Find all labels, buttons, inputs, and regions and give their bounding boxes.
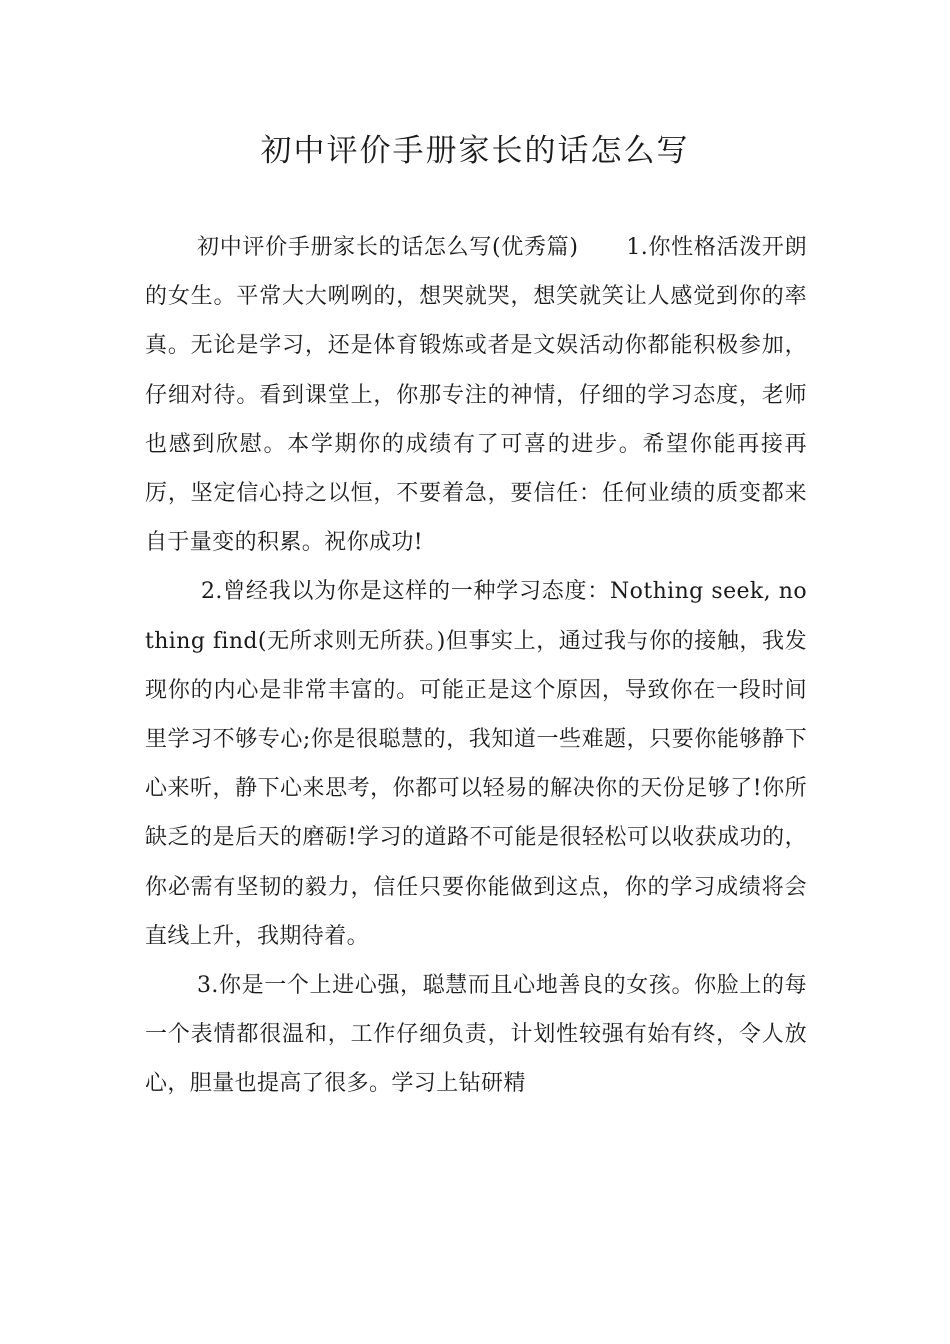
paragraph-2: 2.曾经我以为你是这样的一种学习态度：Nothing seek, nothing find(无所求则无所获。)但事实上，通过我与你的接触，我发现你的内心是非常丰富的。可能正是这个原因，导致你在一段时间里学习不够专心;你是很聪慧的，我知道一些难题，只要你能够静下心来听，静下心来思考，你都可以轻易的解决你的天份足够了!你所缺乏的是后天的磨砺!学习的道路不可能是很轻松可以收获成功的，你必需有坚韧的毅力，信任只要你能做到这点，你的学习成绩将会直线上升，我期待着。 [145, 579, 807, 949]
paragraph-1-lead: 初中评价手册家长的话怎么写(优秀篇) [197, 235, 579, 260]
document-title: 初中评价手册家长的话怎么写 [260, 133, 690, 169]
paragraph-3: 3.你是一个上进心强，聪慧而且心地善良的女孩。你脸上的每一个表情都很温和，工作仔细负责，计划性较强有始有终，令人放心，胆量也提高了很多。学习上钻研精 [145, 973, 807, 1097]
paragraph-1-text: 1.你性格活泼开朗的女生。平常大大咧咧的，想哭就哭，想笑就笑让人感觉到你的率真。无论是学习，还是体育锻炼或者是文娱活动你都能积极参加，仔细对待。看到课堂上，你那专注的神情，仔细的学习态度，老师也感到欣慰。本学期你的成绩有了可喜的进步。希望你能再接再厉，坚定信心持之以恒，不要着急，要信任：任何业绩的质变都来自于量变的积累。祝你成功! [145, 235, 808, 556]
document-body [145, 223, 807, 1109]
paragraph-1 [145, 223, 807, 567]
